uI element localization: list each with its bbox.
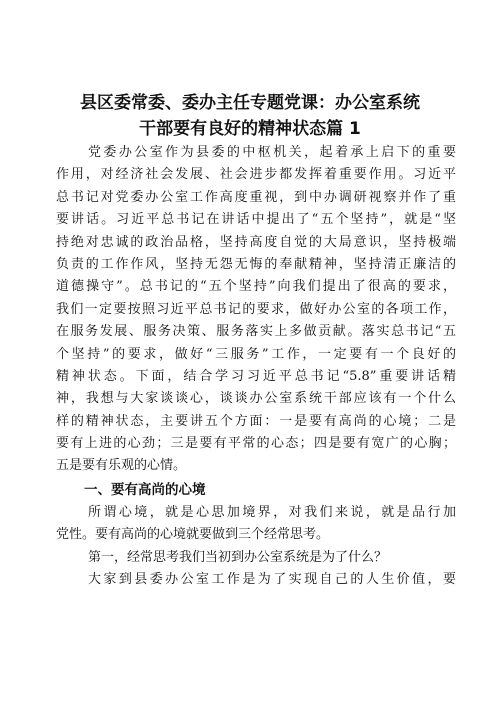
paragraph-intro	[56, 142, 456, 478]
text-line: 总书记对党委办公室工作高度重视，到中办调研视察并作了重	[56, 189, 456, 205]
text-line: 所谓心境，就是心思加境界，对我们来说，就是品行加	[88, 504, 456, 520]
text-line: 负责的工作作风，坚持无怨无悔的奉献精神，坚持清正廉洁的	[56, 256, 456, 272]
text-line: 五是要有乐观的心情。	[56, 458, 187, 474]
text-line: 第一，经常思考我们当初到办公室系统是为了什么？	[88, 549, 388, 565]
paragraph-section1-definition	[56, 502, 456, 547]
text-line: 样的精神状态，主要讲五个方面：一是要有高尚的心境；二是	[56, 413, 456, 429]
document-body	[56, 142, 456, 591]
text-line: 精神状态。下面，结合学习习近平总书记“5.8”重要讲话精	[56, 368, 456, 384]
text-line: 持绝对忠诚的政治品格，坚持高度自觉的大局意识，坚持极端	[56, 234, 456, 250]
text-line: 要讲话。习近平总书记在讲话中提出了“五个坚持”，就是“坚	[56, 212, 456, 228]
text-line: 在服务发展、服务决策、服务落实上多做贡献。落实总书记“五	[56, 324, 456, 340]
text-line: 大家到县委办公室工作是为了实现自己的人生价值，要	[88, 572, 456, 588]
text-line: 作用，对经济社会发展、社会进步都发挥着重要作用。习近平	[56, 167, 456, 183]
text-line: 要有上进的心劲；三是要有平常的心态；四是要有宽广的心胸；	[56, 436, 456, 452]
document-title-line-1: 县区委常委、委办主任专题党课：办公室系统	[80, 93, 420, 113]
text-line: 神，我想与大家谈谈心，谈谈办公室系统干部应该有一个什么	[56, 391, 456, 407]
text-line: 道德操守”。总书记的“五个坚持”向我们提出了很高的要求，	[56, 279, 456, 295]
section-heading: 一、要有高尚的心境	[84, 481, 206, 498]
paragraph-point-one-body	[56, 569, 456, 591]
text-line: 我们一定要按照习近平总书记的要求，做好办公室的各项工作，	[56, 301, 456, 317]
paragraph-point-one	[56, 547, 456, 569]
text-line: 个坚持”的要求，做好“三服务”工作，一定要有一个良好的	[56, 346, 456, 362]
text-line: 党性。要有高尚的心境就要做到三个经常思考。	[56, 527, 330, 543]
text-line: 党委办公室作为县委的中枢机关，起着承上启下的重要	[88, 145, 456, 160]
document-title-line-2: 干部要有良好的精神状态篇 1	[139, 119, 361, 139]
